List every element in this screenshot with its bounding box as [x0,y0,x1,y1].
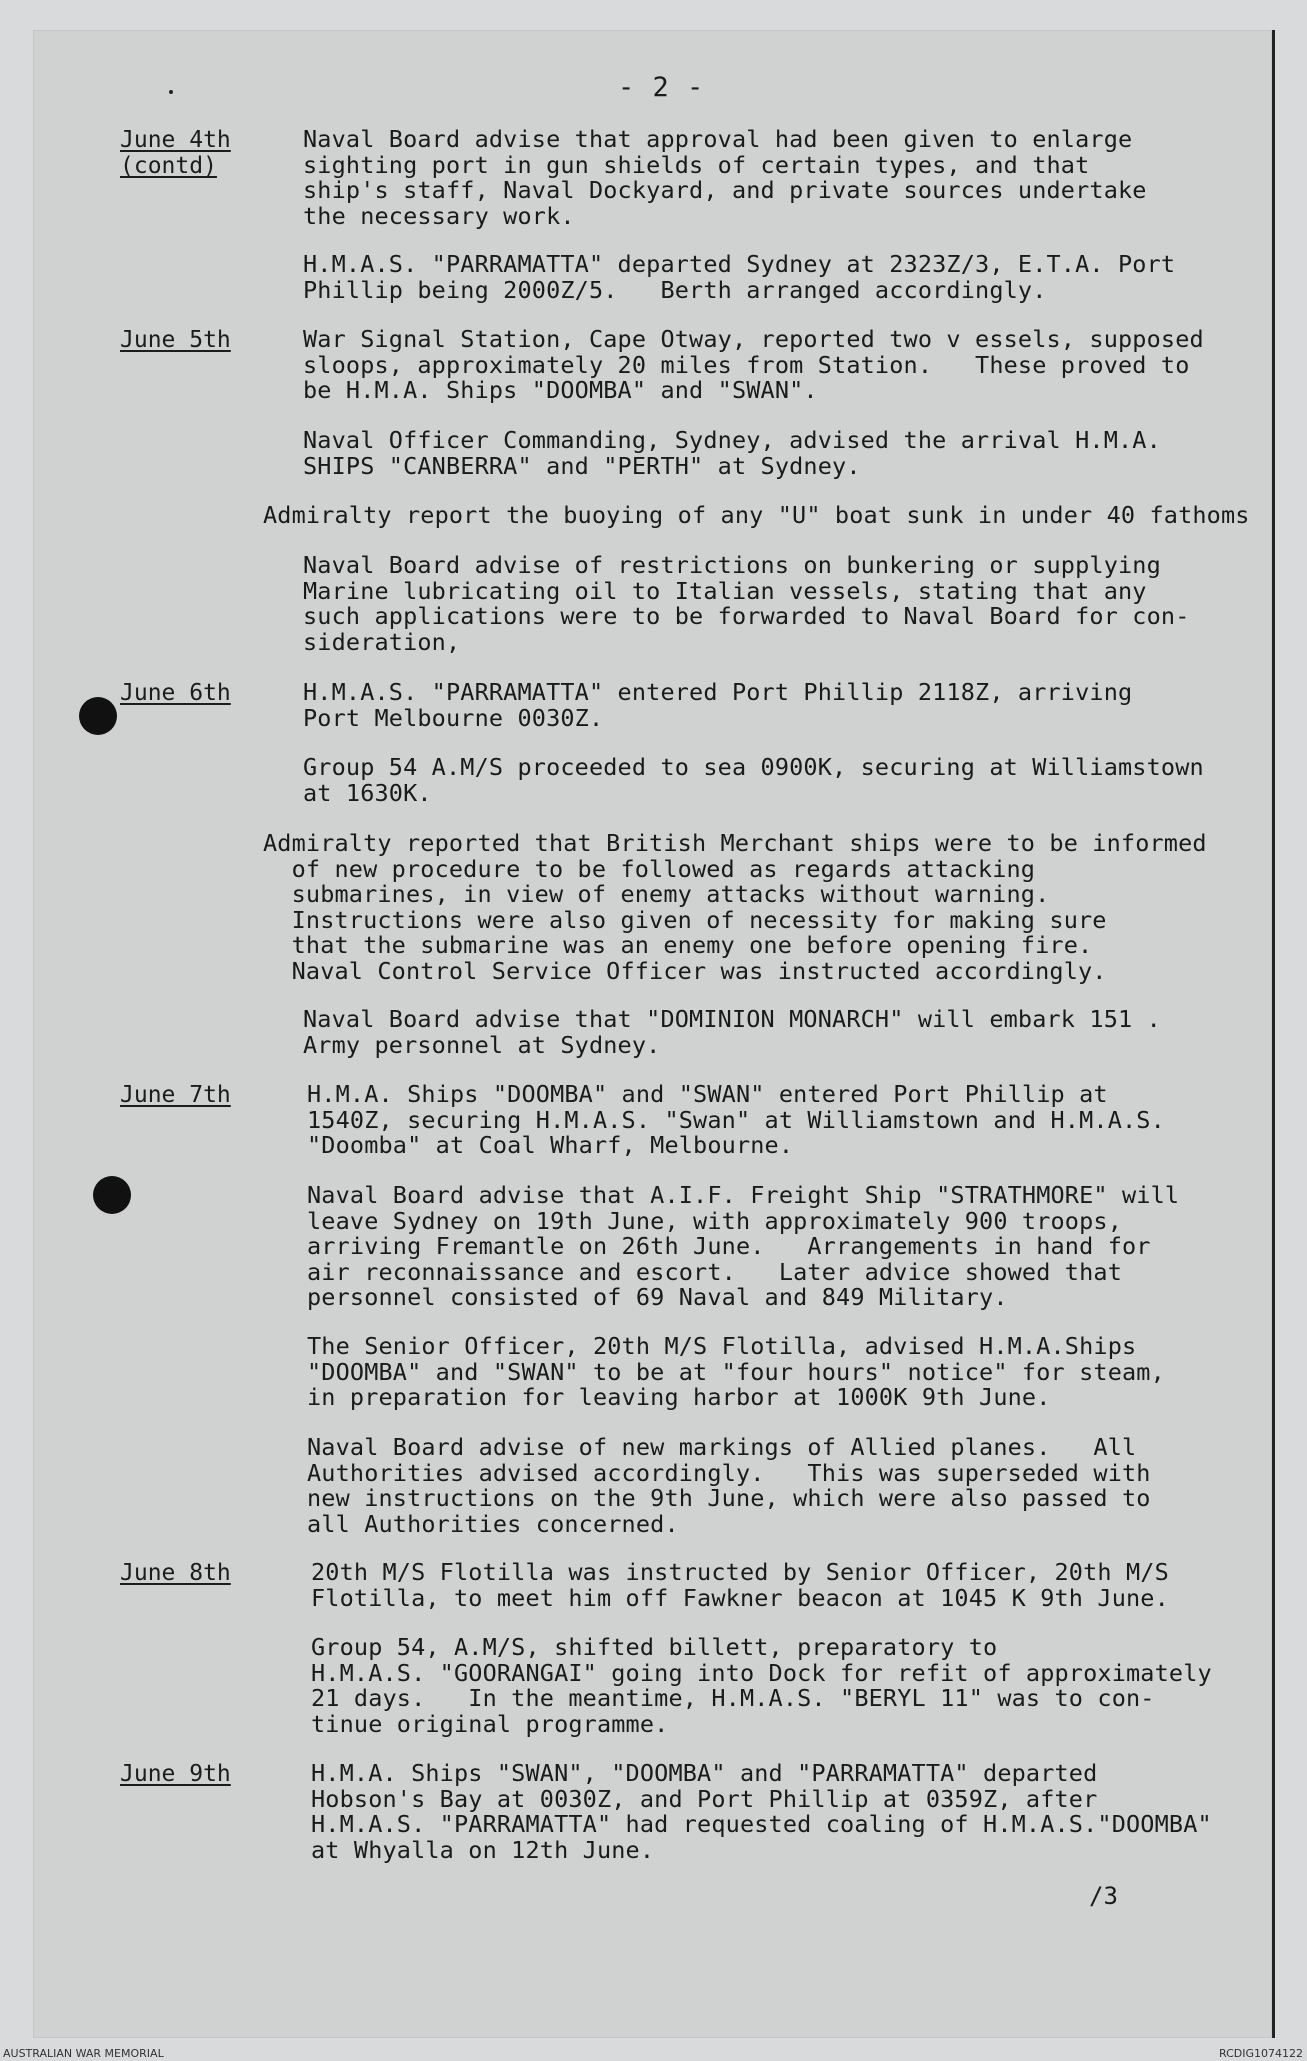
entry-parramatta-departed: H.M.A.S. "PARRAMATTA" departed Sydney at 2323Z/3, E.T.A. Port Phillip being 2000Z/5. Berth arranged accordingly. [303,250,1176,304]
entry-goorangai: Group 54, A.M/S, shifted billett, preparatory to H.M.A.S. "GOORANGAI" going into Dock for refit of approximately 21 days. In the meantime, H.M.A.S. "BERYL 11" was to con- tinue original programme. [311,1633,1212,1738]
entry-gun-shields: Naval Board advise that approval had been given to enlarge sighting port in gun shields of certain types, and that ship's staff, Naval Dockyard, and private sources undertake the necessary work. [303,125,1147,230]
date-june-7 [120,1082,275,1108]
date-label: June 9th [120,1761,231,1787]
entry-cape-otway: War Signal Station, Cape Otway, reported two v essels, supposed sloops, approximately 20 miles from Station. These proved to be H.M.A. Ships "DOOMBA" and "SWAN". [303,325,1204,404]
entry-merchant-ships: Admiralty reported that British Merchant ships were to be informed of new procedure to be followed as regards attacking submarines, in view of enemy attacks without warning. Instructions were also given of necessity for making sure that the submarine was an enemy one before opening fire. Naval Control Service Officer was instructed accordingly. [263,829,1207,985]
date-june-6 [120,680,275,706]
entry-flotilla-notice: The Senior Officer, 20th M/S Flotilla, advised H.M.A.Ships "DOOMBA" and "SWAN" to be at "four hours" notice" for steam, in preparation for leaving harbor at 1000K 9th June. [307,1332,1165,1411]
entry-canberra-perth: Naval Officer Commanding, Sydney, advised the arrival H.M.A. SHIPS "CANBERRA" and "PERTH" at Sydney. [303,426,1161,480]
date-label-contd: (contd) [120,153,217,179]
date-label: June 7th [120,1082,231,1108]
entry-group-54-sea: Group 54 A.M/S proceeded to sea 0900K, securing at Williamstown at 1630K. [303,753,1204,807]
date-label: June 6th [120,680,231,706]
entry-u-boat-buoying: Admiralty report the buoying of any "U" boat sunk in under 40 fathoms [263,501,1250,529]
entry-italian-vessels: Naval Board advise of restrictions on bunkering or supplying Marine lubricating oil to Italian vessels, stating that any such applications were to be forwarded to Naval Board for con- sideration, [303,551,1190,656]
entry-doomba-swan-entered: H.M.A. Ships "DOOMBA" and "SWAN" entered Port Phillip at 1540Z, securing H.M.A.S. "Swan" at Williamstown and H.M.A.S. "Doomba" at Coal Wharf, Melbourne. [307,1080,1165,1159]
entry-allied-planes: Naval Board advise of new markings of Allied planes. All Authorities advised accordingly. This was superseded with new instructions on the 9th June, which were also passed to all Authorities concerned. [307,1433,1151,1538]
page-number: - 2 - [618,72,705,103]
date-label: June 5th [120,327,231,353]
archive-id: RCDIG1074122 [1218,2047,1303,2060]
entry-strathmore: Naval Board advise that A.I.F. Freight Ship "STRATHMORE" will leave Sydney on 19th June, with approximately 900 troops, arriving Fremantle on 26th June. Arrangements in hand for air reconnaissance and escort. Later advice showed that personnel consisted of 69 Naval and 849 Military. [307,1181,1180,1311]
punch-hole-bottom [93,1176,131,1214]
date-june-9 [120,1761,275,1787]
continuation-marker: /3 [1089,1882,1118,1910]
entry-fawkner-beacon: 20th M/S Flotilla was instructed by Senior Officer, 20th M/S Flotilla, to meet him off Fawkner beacon at 1045 K 9th June. [311,1558,1169,1612]
archive-credit: AUSTRALIAN WAR MEMORIAL [3,2047,164,2060]
date-label: June 4th [120,127,231,153]
date-june-8 [120,1560,275,1586]
punch-hole-top [79,697,117,735]
entry-ships-departed: H.M.A. Ships "SWAN", "DOOMBA" and "PARRAMATTA" departed Hobson's Bay at 0030Z, and Port Phillip at 0359Z, after H.M.A.S. "PARRAMATTA" had requested coaling of H.M.A.S."DOOMBA" at Whyalla on 12th June. [311,1759,1212,1864]
date-june-4 [120,127,275,179]
date-label: June 8th [120,1560,231,1586]
entry-dominion-monarch: Naval Board advise that "DOMINION MONARCH" will embark 151 . Army personnel at Sydney. [303,1005,1161,1059]
date-june-5 [120,327,275,353]
archive-footer [0,2046,1307,2061]
entry-parramatta-entered: H.M.A.S. "PARRAMATTA" entered Port Phillip 2118Z, arriving Port Melbourne 0030Z. [303,678,1133,732]
ink-speck [169,90,173,94]
